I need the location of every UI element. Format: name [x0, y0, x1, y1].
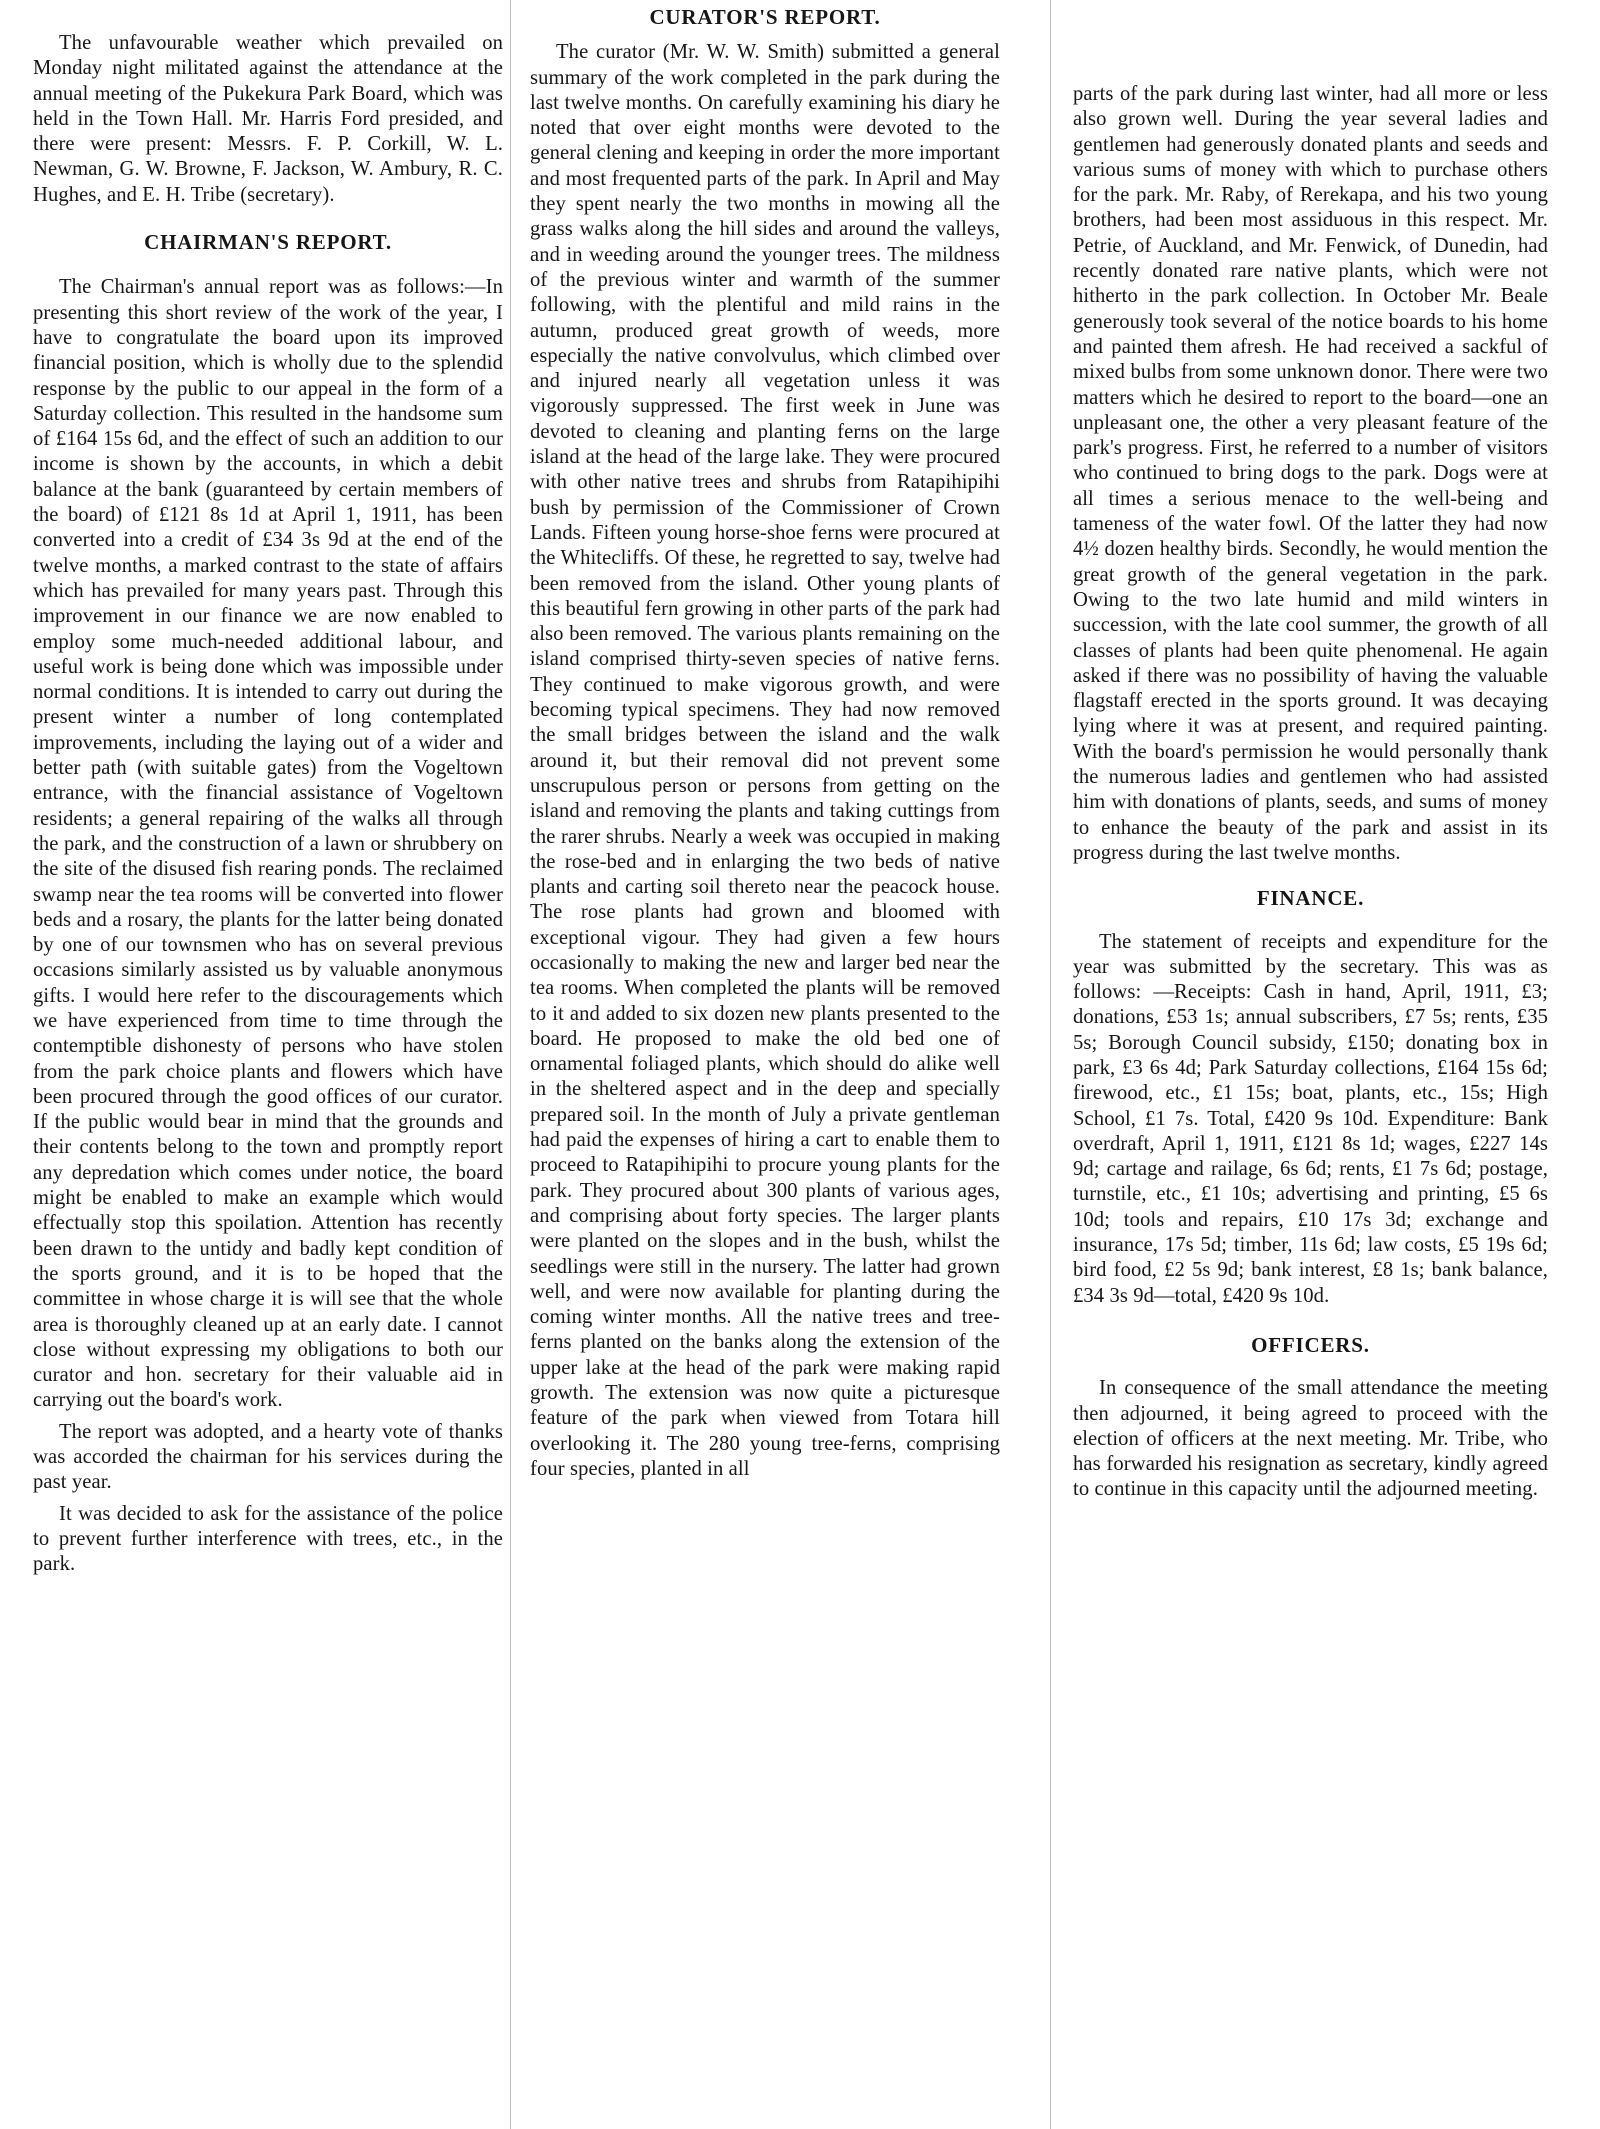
finance-heading: FINANCE. — [1256, 886, 1365, 911]
curators-report-continuation: parts of the park during last winter, had all more or less also grown well. During the year several ladies and gentlemen had generously donated plants and seeds and various sums of money with which to purchase others for the park. Mr. Raby, of Rerekapa, and his two young brothers, had been most assiduous in this respect. Mr. Petrie, of Auckland, and Mr. Fenwick, of Dunedin, had recently donated rare native plants, which were not hitherto in the park collection. In October Mr. Beale generously took several of the notice boards to his home and painted them afresh. He had received a sackful of mixed bulbs from some unknown donor. There were two matters which he desired to report to the board—one an unpleasant one, the other a very pleasant feature of the park's progress. First, he referred to a number of visitors who continued to bring dogs to the park. Dogs were at all times a serious menace to the well-being and tameness of the water fowl. Of the latter they had now 4½ dozen healthy birds. Secondly, he would mention the great growth of the general vegetation in the park. Owing to the two late humid and mild winters in succession, with the late cool summer, the growth of all classes of plants had been quite phenomenal. He again asked if there was no possibility of having the valuable flagstaff erected in the sports ground. It was decaying lying where it was at present, and required painting. With the board's permission he would personally thank the numerous ladies and gentlemen who had assisted him with donations of plants, seeds, and sums of money to enhance the beauty of the park and assist in its progress during the last twelve months. — [1073, 83, 1548, 864]
chairmans-report-heading: CHAIRMAN'S REPORT. — [144, 230, 392, 255]
column-rule — [1050, 0, 1051, 2129]
column-2 — [530, 0, 1000, 1482]
officers-paragraph: In consequence of the small attendance the meeting then adjourned, it being agreed to proceed with the election of officers at the next meeting. Mr. Tribe, who has forwarded his resignation as secretary, kindly agreed to continue in this capacity until the adjourned meeting. — [1073, 1377, 1548, 1501]
officers-heading: OFFICERS. — [1251, 1332, 1370, 1357]
police-paragraph: It was decided to ask for the assistance of the police to prevent further interference with trees, etc., in the park. — [33, 1502, 503, 1576]
curators-report-body: The curator (Mr. W. W. Smith) submitted a general summary of the work completed in the park during the last twelve months. On carefully examining his diary he noted that over eight months were devoted to the general clening and keeping in order the more important and most frequented parts of the park. In April and May they spent nearly the two months in mowing all the grass walks along the hill sides and around the valleys, and in weeding around the younger trees. The mildness of the previous winter and warmth of the summer following, with the plentiful and mild rains in the autumn, produced great growth of weeds, more especially the native convolvulus, which climbed over and injured nearly all vegetation unless it was vigorously suppressed. The first week in June was devoted to cleaning and planting ferns on the large island at the head of the large lake. They were procured with other native trees and shrubs from Ratapihipihi bush by permission of the Commissioner of Crown Lands. Fifteen young horse-shoe ferns were procured at the Whitecliffs. Of these, he regretted to say, twelve had been removed from the island. Other young plants of this beautiful fern growing in other parts of the park had also been removed. The various plants remaining on the island comprised thirty-seven species of native ferns. They continued to make vigorous growth, and were becoming typical specimens. They had now removed the small bridges between the island and the walk around it, but their removal did not prevent some unscrupulous person or persons from getting on the island and removing the plants and taking cuttings from the rarer shrubs. Nearly a week was occupied in making the rose-bed and in enlarging the two beds of native plants and carting soil thereto near the peacock house. The rose plants had grown and bloomed with exceptional vigour. They had given a few hours occasionally to making the new and larger bed near the tea rooms. When completed the plants will be removed to it and added to six dozen new plants presented to the board. He proposed to make the old bed one of ornamental foliaged plants, which should do alike well in the sheltered aspect and in the deep and specially prepared soil. In the month of July a private gentleman had paid the expenses of hiring a cart to enable them to proceed to Ratapihipihi to procure young plants for the park. They procured about 300 plants of various ages, and comprising about forty species. The larger plants were planted on the slopes and in the bush, whilst the seedlings were still in the nursery. The latter had grown well, and were now available for planting during the coming winter months. All the native trees and tree-ferns planted on the banks along the extension of the upper lake at the head of the park were making rapid growth. The extension was now quite a picturesque feature of the park when viewed from Totara hill overlooking it. The 280 young tree-ferns, comprising four species, planted in all — [530, 41, 1000, 1480]
column-rule — [510, 0, 511, 2129]
finance-paragraph: The statement of receipts and expenditure for the year was submitted by the secretary. This was as follows: —Receipts: Cash in hand, April, 1911, £3; donations, £53 1s; annual subscribers, £7 5s; rents, £35 5s; Borough Council subsidy, £150; donating box in park, £3 6s 4d; Park Saturday collections, £164 15s 6d; firewood, etc., £1 15s; boat, plants, etc., 15s; High School, £1 7s. Total, £420 9s 10d. Expenditure: Bank overdraft, April 1, 1911, £121 8s 1d; wages, £227 14s 9d; cartage and railage, 6s 6d; rents, £1 7s 6d; postage, turnstile, etc., £1 10s; advertising and printing, £5 6s 10d; tools and repairs, £10 17s 3d; exchange and insurance, 17s 5d; timber, 11s 6d; law costs, £5 19s 6d; bird food, £2 5s 9d; bank interest, £8 1s; bank balance, £34 3s 9d—total, £420 9s 10d. — [1073, 930, 1548, 1307]
chairmans-report-body: The Chairman's annual report was as follows:—In presenting this short review of the work of the year, I have to congratulate the board upon its improved financial position, which is wholly due to the splendid response by the public to our appeal in the form of a Saturday collection. This resulted in the handsome sum of £164 15s 6d, and the effect of such an addition to our income is shown by the accounts, in which a debit balance at the bank (guaranteed by certain members of the board) of £121 8s 1d at April 1, 1911, has been converted into a credit of £34 3s 9d at the end of the twelve months, a marked contrast to the state of affairs which has prevailed for many years past. Through this improvement in our finance we are now enabled to employ some much-needed additional labour, and useful work is being done which was impossible under normal conditions. It is intended to carry out during the present winter a number of long contemplated improvements, including the laying out of a wider and better path (with suitable gates) from the Vogeltown entrance, with the financial assistance of Vogeltown residents; a general repairing of the walks all through the park, and the construction of a lawn or shrubbery on the site of the disused fish rearing ponds. The reclaimed swamp near the tea rooms will be converted into flower beds and a rosary, the plants for the latter being donated by one of our townsmen who has on several previous occasions similarly assisted us by valuable anonymous gifts. I would here refer to the discouragements which we have experienced from time to time through the contemptible dishonesty of persons who have stolen from the park choice plants and flowers which have been procured through the good offices of our curator. If the public would bear in mind that the grounds and their contents belong to the town and promptly report any depredation which comes under notice, the board might be enabled to make an example which would effectually stop this spoilation. Attention has recently been drawn to the untidy and badly kept condition of the sports ground, and it is to be hoped that the committee in whose charge it is will see that the whole area is thoroughly cleaned up at an early date. I cannot close without expressing my obligations to both our curator and hon. secretary for their valuable aid in carrying out the board's work. — [33, 276, 503, 1412]
curators-report-heading: CURATOR'S REPORT. — [649, 5, 881, 29]
column-1 — [33, 0, 503, 1578]
intro-paragraph: The unfavourable weather which prevailed on Monday night militated against the attendance at the annual meeting of the Pukekura Park Board, which was held in the Town Hall. Mr. Harris Ford presided, and there were present: Messrs. F. P. Corkill, W. L. Newman, G. W. Browne, F. Jackson, W. Ambury, R. C. Hughes, and E. H. Tribe (secretary). — [33, 32, 503, 206]
column-3 — [1073, 0, 1548, 1503]
report-adopted-paragraph: The report was adopted, and a hearty vote of thanks was accorded the chairman for his services during the past year. — [33, 1420, 503, 1494]
